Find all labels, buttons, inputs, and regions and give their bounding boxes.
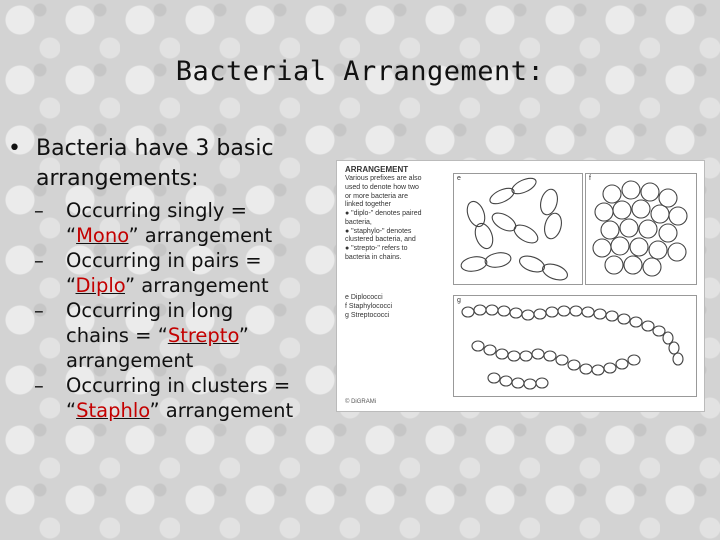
figure-legend	[345, 293, 425, 320]
bullet-marker: •	[8, 136, 21, 161]
item-pre: Occurring in long	[66, 299, 234, 323]
panel-diplococci	[453, 173, 583, 285]
item-pre: Occurring singly =	[66, 199, 248, 223]
caption-line: or more bacteria are	[345, 192, 409, 200]
legend-streptococci: g Streptococci	[345, 312, 390, 320]
main-bullet-line1: Bacteria have 3 basic	[36, 136, 274, 161]
item-post: ”	[238, 324, 249, 348]
main-bullet-text	[36, 134, 274, 193]
caption-line: ● "strepto-" refers to	[345, 245, 408, 252]
staphylococci-drawing	[586, 174, 696, 284]
figure-caption	[345, 165, 445, 263]
figure-copyright: © DiGRAMi	[345, 399, 377, 405]
caption-line: clustered bacteria, and	[345, 236, 416, 244]
main-bullet	[8, 134, 328, 193]
legend-staphylococci: f Staphylococci	[345, 303, 393, 311]
keyword-staphlo: Staphlo	[76, 399, 150, 422]
panel-staphylococci	[585, 173, 697, 285]
item-open: “	[66, 399, 77, 422]
panel-label-g: g	[457, 297, 461, 304]
figure-caption-title: ARRANGEMENT	[345, 165, 409, 174]
keyword-mono: Mono	[76, 224, 129, 248]
item-open: “	[66, 274, 76, 298]
list-item	[34, 299, 328, 374]
list-item	[34, 249, 328, 299]
list-item	[34, 374, 328, 424]
panel-label-e: e	[457, 175, 461, 182]
bacteria-arrangement-figure	[336, 160, 705, 412]
list-item-text	[66, 249, 269, 299]
item-pre: Occurring in clusters =	[66, 374, 291, 398]
dash-marker: –	[34, 374, 44, 398]
list-item-text	[66, 199, 272, 249]
dash-marker: –	[34, 249, 44, 273]
legend-diplococci: e Diplococci	[345, 294, 383, 301]
item-open: chains = “	[66, 324, 168, 348]
dash-marker: –	[34, 199, 44, 223]
list-item	[34, 199, 328, 249]
caption-line: bacteria,	[345, 218, 372, 226]
item-line3: arrangement	[66, 349, 194, 373]
caption-line: linked together	[345, 201, 391, 209]
streptococci-drawing	[454, 296, 696, 396]
dash-marker: –	[34, 299, 44, 323]
item-post: ” arrangement	[149, 399, 294, 422]
caption-line: ● "diplo-" denotes paired	[345, 210, 422, 217]
keyword-diplo: Diplo	[75, 274, 125, 298]
list-item-text	[66, 374, 293, 424]
caption-line: Various prefixes are also	[345, 175, 422, 182]
item-open: “	[66, 224, 77, 248]
slide-title: Bacterial Arrangement:	[175, 56, 545, 87]
diplococci-drawing	[454, 174, 582, 284]
slide-content	[8, 134, 328, 424]
item-pre: Occurring in pairs =	[66, 249, 262, 273]
panel-streptococci	[453, 295, 697, 397]
arrangement-list	[34, 199, 328, 424]
panel-label-f: f	[589, 175, 591, 182]
item-post: ” arrangement	[128, 224, 273, 248]
caption-line: bacteria in chains.	[345, 253, 402, 261]
list-item-text	[66, 299, 249, 374]
main-bullet-line2: arrangements:	[36, 165, 199, 191]
item-post: ” arrangement	[124, 274, 269, 298]
caption-line: ● "staphylo-" denotes	[345, 227, 412, 235]
caption-line: used to denote how two	[345, 183, 419, 191]
keyword-strepto: Strepto	[167, 324, 239, 348]
